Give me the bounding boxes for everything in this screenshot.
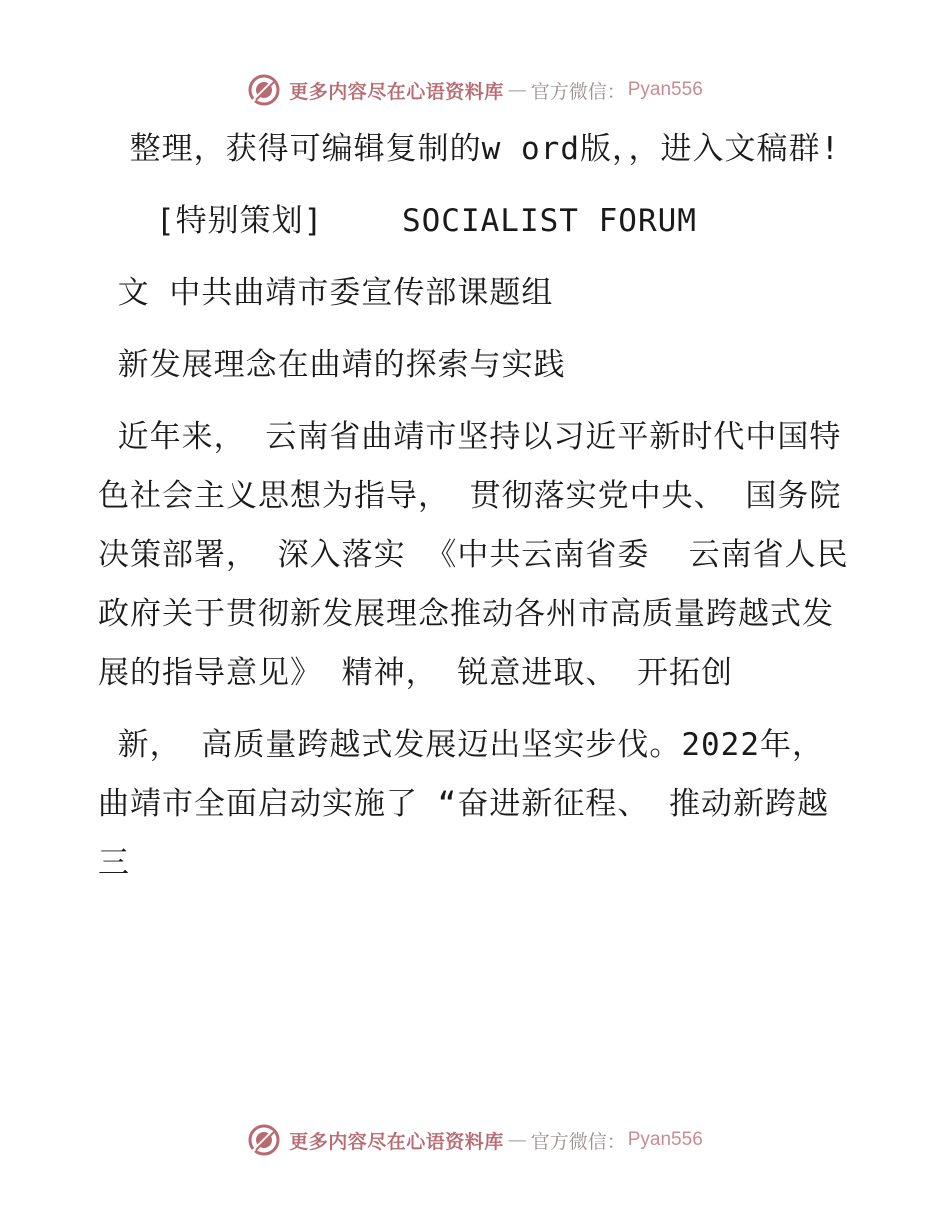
watermark-text: 更多内容尽在心语资料库 [289,80,504,103]
body-paragraph: 近年来， 云南省曲靖市坚持以习近平新时代中国特色社会主义思想为指导， 贯彻落实党中央、 国务院决策部署， 深入落实 《中共云南省委 云南省人民政府关于贯彻新发展理念推动各州市高质量跨越式发展的指导意见》 精神， 锐意进取、 开拓创 [98,419,849,691]
watermark-separator: — [507,1129,527,1151]
intro-paragraph: 整理，获得可编辑复制的w ord版，，进入文稿群! [110,131,841,167]
wechat-label: 官方微信： [530,80,626,103]
footer-watermark-banner [0,1120,950,1160]
wechat-id: Pyan556 [627,79,703,100]
section-tag: [特别策划] SOCIALIST FORUM [156,203,697,239]
article-title: 新发展理念在曲靖的探索与实践 [98,347,566,383]
document-body [98,120,858,906]
watermark-separator: — [507,79,527,101]
brand-logo-icon [247,73,281,107]
header-watermark-banner [0,70,950,110]
wechat-label: 官方微信： [530,1130,626,1153]
brand-logo-icon [247,1123,281,1157]
watermark-text: 更多内容尽在心语资料库 [289,1130,504,1153]
body-paragraph: 新， 高质量跨越式发展迈出坚实步伐。2022年， 曲靖市全面启动实施了 “奋进新征程、 推动新跨越三 [98,727,844,881]
wechat-id: Pyan556 [627,1129,703,1150]
author-line: 文 中共曲靖市委宣传部课题组 [98,275,554,311]
